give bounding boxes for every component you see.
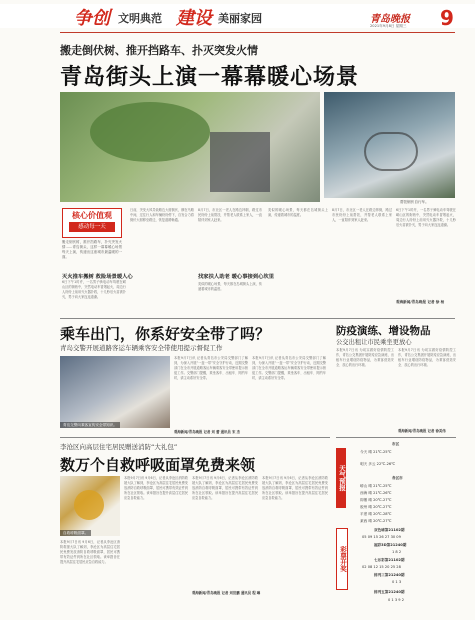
story4-body-2: 本报9月7日讯 为切实做好疫情防控工作，青岛公交集团开展防疫应急演练，出租车行业增设防疫物品，为乘客营造安全、放心的出行环境。 (398, 348, 456, 367)
lottery-name-2: 七乐彩第21102期 (374, 558, 405, 562)
story4-body-1: 本报9月7日讯 为切实做好疫情防控工作，青岛公交集团开展防疫应急演练，出租车行业增设防疫物品，为乘客营造安全、放心的出行环境。 (336, 348, 394, 367)
lead-photo-main (60, 92, 320, 202)
story2-body-1: 本报9月7日讯 记者从青岛市公安局交警部门了解到，为深入开展“一盔一带”安全守护行动，近期交警部门在全市开展道路客运车辆乘客安全带使用提示督促工作。交警部门提醒，乘坐客车、出租车、网约车时，请主动系好安全带。 (174, 356, 248, 380)
lottery-nums-3: 0 1 3 (392, 580, 402, 584)
masthead-slogan-1: 争创 (74, 8, 110, 29)
core-values-badge (62, 208, 122, 238)
story2-subhead: 青岛交警开展道路客运车辆乘客安全带使用提示督促工作 (60, 344, 223, 352)
lottery-nums-1: 1 8 2 (392, 550, 402, 554)
lottery-name-4: 排列五第21240期 (374, 590, 405, 594)
lead-kicker: 搬走倒伏树、推开挡路车、扑灭突发火情 (60, 44, 258, 57)
lottery-nums-2: 02 08 12 15 20 25 28 (362, 565, 401, 569)
lottery-nums-0: 05 09 15 26 27 30 09 (362, 535, 401, 539)
lead-col1: 6日下午1时许，一名男子骑电动车驾驶在崂山区的街巷中，突然电动车冒烟起火，周边行人纷纷上前用灭火器扑救，十几秒后火苗被扑灭，男子向大家连连道谢。 (62, 280, 126, 299)
lead-col4: 类似的暖心场景，每天都在岛城街头上演，传递着城市的温度。 (268, 208, 328, 217)
story2-byline: 观海新闻/青岛晚报 记者 刘 蕾 通讯员 宋 杰 (174, 430, 240, 434)
photo-people (210, 132, 270, 192)
story2-bottom-rule (60, 437, 330, 438)
lead-col3: 8月7日，市北区一老人在路边摔倒，路过市民纷纷上前帮扶，并帮老人联系上家人，一直陪伴到家人赶来。 (198, 208, 262, 222)
story2-photo-caption: 青岛交警向乘客宣传安全带知识。 (60, 422, 120, 428)
lead-col6: 6日下午1时许，一名男子骑电动车驾驶在崂山区的街巷中，突然电动车冒烟起火，周边行人纷纷上前用灭火器扑救，十几秒后火苗被扑灭，男子向大家连连道谢。 (396, 208, 456, 227)
paper-name: 青岛晚报 (370, 14, 410, 25)
story3-body-3: 本报9月7日讯 9月6日，记者从李沧区消防救援大队了解到，李沧区为高层住宅居民免费发放消防自救呼吸面罩，居民可携带有效证件到所在社区领取。该举措旨在提升高层住宅居民应急自救能力。 (192, 476, 258, 500)
story3-headline: 数万个自救呼吸面罩免费来领 (60, 456, 256, 474)
lead-headline: 青岛街头上演一幕幕暖心场景 (60, 65, 360, 90)
lottery-name-0: 双色球第21102期 (374, 528, 405, 532)
issue-date: 2021年9月8日 星期三 (370, 24, 407, 28)
story3-body-2: 本报9月7日讯 9月6日，记者从李沧区消防救援大队了解到，李沧区为高层住宅居民免费发放消防自救呼吸面罩，居民可携带有效证件到所在社区领取。该举措旨在提升高层住宅居民应急自救能力。 (124, 476, 188, 500)
story4-headline: 防疫演练、增设物品 (336, 325, 431, 337)
lottery-name-1: 福彩3D第21240期 (374, 543, 407, 547)
weather-row-5: 莱西 晴 20℃-27℃ (360, 519, 392, 523)
weather-row-1: 西海 晴 21℃-26℃ (360, 491, 392, 495)
story3-byline: 观海新闻/青岛晚报 记者 刘世鹏 通讯员 程 琳 (192, 591, 261, 595)
masthead-slogan-2: 文明典范 (118, 12, 162, 25)
core-values-sub: 感动每一天 (69, 222, 115, 232)
story4-subhead: 公交出租让市民乘坐更放心 (336, 339, 412, 346)
story3-kicker: 李沧区向高层住宅居民赠送消防“大礼包” (60, 443, 178, 451)
story4-byline: 观海新闻/青岛晚报 记者 徐美伟 (398, 429, 446, 433)
weather-day1: 今天 晴 21℃-25℃ (360, 450, 392, 454)
story2-photo (60, 356, 170, 428)
story3-body-4: 本报9月7日讯 9月6日，记者从李沧区消防救援大队了解到，李沧区为高层住宅居民免费发放消防自救呼吸面罩，居民可携带有效证件到所在社区领取。该举措旨在提升高层住宅居民应急自救能力。 (262, 476, 328, 500)
photo-tree (90, 102, 210, 162)
core-values-title: 核心价值观 (72, 211, 112, 220)
story3-body-1: 本报9月7日讯 9月6日，记者从李沧区消防救援大队了解到，李沧区为高层住宅居民免费发放消防自救呼吸面罩，居民可携带有效证件到所在社区领取。该举措旨在提升高层住宅居民应急自救能力。 (60, 540, 120, 564)
lottery-name-3: 排列三第21240期 (374, 573, 405, 577)
lead-sub2: 找家扶人助老 暖心事接到心坎里 (198, 274, 275, 280)
weather-district-title: 各区市 (392, 476, 403, 480)
mask-shape (74, 490, 104, 520)
weather-row-4: 平度 晴 20℃-28℃ (360, 512, 392, 516)
story3-photo-caption: 自救呼吸面罩。 (60, 530, 91, 536)
weather-row-3: 胶州 晴 20℃-27℃ (360, 505, 392, 509)
lead-bottom-rule (60, 318, 455, 319)
lead-col2: 日前，突发大风导致路边大树倒伏，横在马路中间，过往行人和车辆纷纷停下，自发合力将倒伏大树移至路边，恢复道路畅通。 (130, 208, 194, 222)
lead-sub1: 灭火推车搬树 救险场景暖人心 (62, 274, 133, 280)
story2-body-2: 本报9月7日讯 记者从青岛市公安局交警部门了解到，为深入开展“一盔一带”安全守护行动，近期交警部门在全市开展道路客运车辆乘客安全带使用提示督促工作。交警部门提醒，乘坐客车、出租车、网约车时，请主动系好安全带。 (252, 356, 326, 380)
masthead-slogan-3: 建设 (176, 8, 212, 29)
lead-photo-side-caption: 帮扶倒伏自行车。 (400, 200, 429, 204)
lead-photo-side (324, 92, 455, 198)
lottery-label: 彩票开奖 (336, 528, 348, 590)
masthead-slogan-4: 美丽家园 (218, 12, 262, 25)
lead-col3b: 类似的暖心场景，每天都在岛城街头上演，传递着城市的温度。 (198, 282, 262, 291)
story3-photo (60, 476, 120, 536)
lead-col5: 8月7日，市北区一老人在路边摔倒，路过市民纷纷上前帮扶，并帮老人联系上家人，一直陪伴到家人赶来。 (332, 208, 392, 222)
lead-summary: 搬走倒伏树，推开挡路车，扑灭突发火情……青岛街头，这样一幕幕暖心场景每天上演，传递出这座城市最温暖的一面。 (62, 240, 122, 259)
lottery-nums-4: 0 1 3 9 2 (388, 598, 405, 602)
story2-headline: 乘车出门，你系好安全带了吗？ (60, 325, 271, 343)
sidebar-rule (336, 437, 456, 438)
photo-bike (364, 132, 418, 171)
weather-row-0: 崂山 晴 21℃-25℃ (360, 484, 392, 488)
weather-city: 市区 (392, 442, 400, 446)
page-number: 9 (440, 6, 454, 30)
weather-label: 天气预报 (336, 448, 346, 508)
weather-day2: 明天 多云 22℃-26℃ (360, 462, 396, 466)
lead-byline: 观海新闻/青岛晚报 记者 徐 杨 (396, 300, 445, 304)
weather-row-2: 即墨 晴 20℃-27℃ (360, 498, 392, 502)
masthead-rule (60, 32, 455, 33)
